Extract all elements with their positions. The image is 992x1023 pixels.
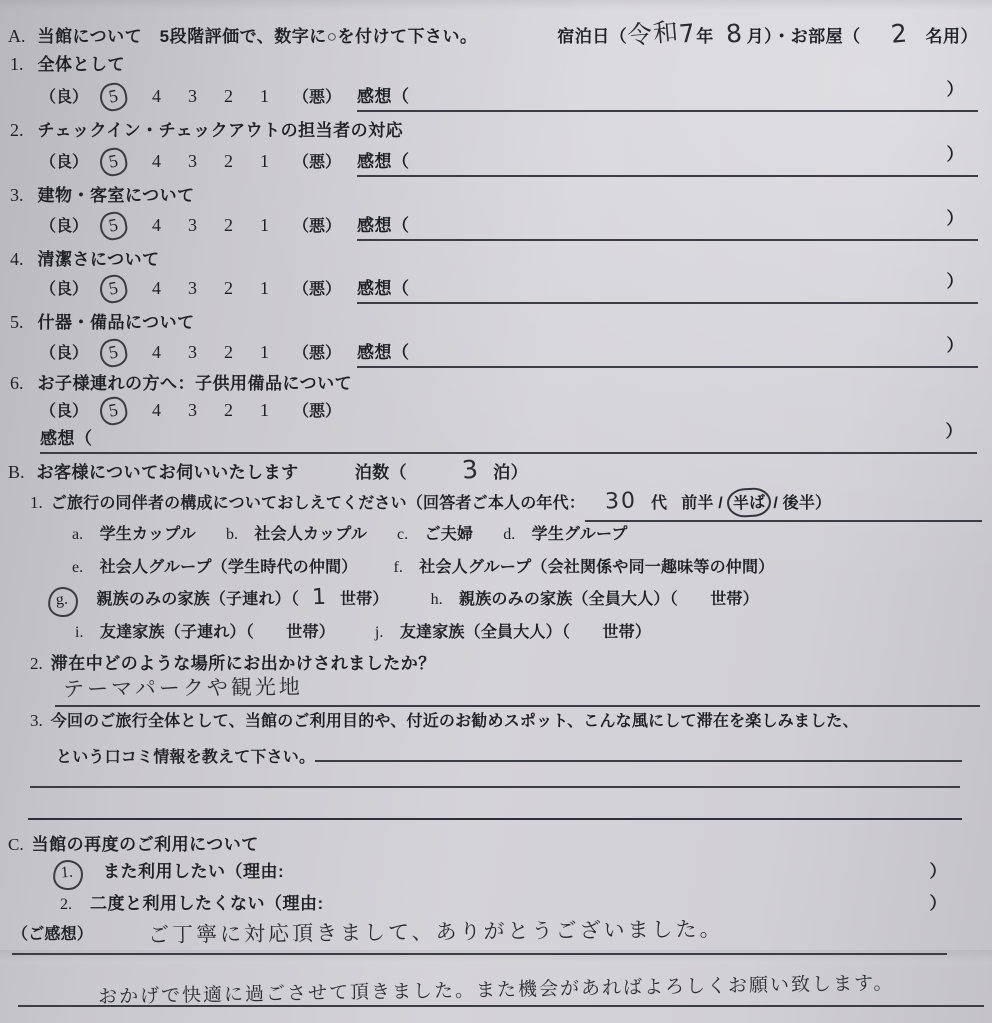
question-2-title: チェックイン・チェックアウトの担当者の対応 bbox=[37, 121, 404, 140]
question-5-title: 什器・備品について bbox=[37, 313, 195, 332]
stay-month-handwriting: 8 bbox=[724, 18, 744, 49]
question-4-comment-line bbox=[357, 274, 978, 304]
stay-year-handwriting: 7 bbox=[678, 18, 698, 49]
rating-1: 1 bbox=[260, 400, 270, 420]
rating-good-label: （良） bbox=[40, 345, 89, 362]
option-j-letter: j. bbox=[374, 624, 384, 641]
comment-label: 感想（ bbox=[40, 429, 93, 448]
general-feedback-row bbox=[12, 916, 947, 955]
question-3-rating-row bbox=[40, 211, 978, 241]
rating-3: 3 bbox=[188, 278, 198, 298]
rating-5-circled: 5 bbox=[98, 146, 129, 178]
extra-note-handwriting: おかげで快適に過ごさせて頂きました。また機会があればよろしくお願い致します。 bbox=[97, 972, 895, 1008]
stay-date-prefix: 宿泊日（ bbox=[557, 27, 628, 46]
question-2-rating-row bbox=[40, 147, 978, 177]
rating-2: 2 bbox=[224, 342, 234, 362]
general-feedback-handwriting: ご丁寧に対応頂きまして、ありがとうございました。 bbox=[147, 916, 724, 948]
option-i-letter: i. bbox=[75, 624, 84, 641]
rating-4: 4 bbox=[152, 400, 162, 420]
question-2-title-row bbox=[10, 116, 403, 141]
option-e-text: 社会人グループ（学生時代の仲間） bbox=[99, 559, 358, 576]
option-d-text: 学生グループ bbox=[531, 526, 628, 543]
option-f-text: 社会人グループ（会社関係や同一趣味等の仲間） bbox=[419, 559, 775, 576]
b-question-1-text: ご旅行の同伴者の構成についておしえてください（回答者ご本人の年代： bbox=[50, 495, 586, 512]
question-6-comment-line bbox=[40, 424, 977, 454]
option-b bbox=[226, 521, 367, 544]
option-c-letter: c. bbox=[397, 526, 409, 543]
rating-2: 2 bbox=[224, 278, 234, 298]
rating-2: 2 bbox=[224, 151, 234, 171]
option-g-close: 世帯） bbox=[339, 591, 389, 608]
rating-3: 3 bbox=[188, 215, 198, 235]
option-e-letter: e. bbox=[72, 559, 84, 576]
option-g-text: 親族のみの家族（子連れ）（ bbox=[96, 591, 300, 608]
comment-label: 感想（ bbox=[357, 152, 410, 171]
stay-room-close: 名用） bbox=[925, 27, 978, 46]
age-handwriting: 30 bbox=[604, 488, 638, 515]
stay-info bbox=[557, 14, 978, 50]
question-3-title-row bbox=[10, 181, 195, 206]
question-5-title-row bbox=[10, 308, 195, 333]
question-4-rating-row bbox=[40, 274, 978, 304]
option-c bbox=[397, 521, 473, 544]
stay-year-unit: 年 bbox=[696, 27, 714, 46]
question-5-comment-line bbox=[357, 338, 978, 368]
comment-close-paren: ） bbox=[946, 80, 964, 99]
question-6-title-row bbox=[10, 369, 352, 394]
option-d-letter: d. bbox=[503, 526, 516, 543]
question-6-number: 6. bbox=[10, 373, 24, 393]
option-f-letter: f. bbox=[393, 559, 403, 576]
b-question-2-text: 滞在中どのような場所にお出かけされましたか？ bbox=[50, 654, 436, 673]
rating-bad-label: （悪） bbox=[293, 89, 342, 106]
question-6-rating-row bbox=[40, 398, 341, 421]
rating-2: 2 bbox=[224, 400, 234, 420]
b-question-2-answer-line bbox=[55, 672, 980, 707]
stay-month-close: 月）・お部屋（ bbox=[746, 27, 861, 46]
b-question-3-number: 3. bbox=[30, 711, 43, 730]
rating-3: 3 bbox=[188, 151, 198, 171]
question-3-title: 建物・客室について bbox=[37, 186, 195, 205]
question-4-title: 清潔さについて bbox=[37, 250, 160, 269]
section-c-header bbox=[8, 830, 259, 855]
rating-5-circled: 5 bbox=[98, 395, 129, 427]
b-question-3-answer-line-2 bbox=[30, 786, 960, 788]
question-3-comment-line bbox=[357, 211, 978, 241]
b-question-3-row-1 bbox=[30, 708, 859, 731]
option-f bbox=[393, 554, 774, 577]
companion-options-row-3 bbox=[50, 585, 759, 611]
question-1-number: 1. bbox=[10, 54, 24, 74]
c-option-1-close-paren: ） bbox=[929, 862, 947, 881]
rating-good-label: （良） bbox=[40, 89, 89, 106]
comment-label: 感想（ bbox=[357, 279, 410, 298]
rating-4: 4 bbox=[152, 342, 162, 362]
rating-5-circled: 5 bbox=[98, 273, 129, 305]
c-option-2-number: 2. bbox=[60, 896, 72, 913]
b-question-2-number: 2. bbox=[30, 654, 43, 673]
c-option-1-row bbox=[55, 857, 947, 884]
question-6-comment-row bbox=[40, 424, 977, 454]
comment-label: 感想（ bbox=[357, 87, 410, 106]
question-6-title: お子様連れの方へ：子供用備品について bbox=[37, 374, 353, 393]
c-option-2-text: 二度と利用したくない（理由: bbox=[90, 894, 324, 913]
question-4-title-row bbox=[10, 245, 160, 270]
option-i bbox=[75, 619, 335, 642]
nights-close: 泊） bbox=[493, 463, 529, 482]
comment-label: 感想（ bbox=[357, 216, 410, 235]
rating-good-label: （良） bbox=[40, 154, 89, 171]
section-a-header bbox=[8, 14, 978, 50]
stay-era-handwriting: 令和 bbox=[626, 16, 681, 51]
rating-5-circled: 5 bbox=[98, 210, 129, 242]
comment-close-paren: ） bbox=[946, 272, 964, 291]
age-last-option: / 後半） bbox=[773, 495, 832, 512]
c-option-1-text: また利用したい（理由: bbox=[103, 862, 285, 881]
rating-bad-label: （悪） bbox=[293, 345, 342, 362]
stay-room-handwriting: 2 bbox=[889, 18, 909, 49]
question-2-comment-line bbox=[357, 147, 978, 177]
question-3-number: 3. bbox=[10, 185, 24, 205]
rating-5-circled: 5 bbox=[98, 81, 129, 113]
b-question-3-text-line2: という口コミ情報を教えて下さい。 bbox=[56, 749, 316, 766]
option-a bbox=[72, 521, 196, 544]
general-feedback-label: （ご感想） bbox=[12, 926, 94, 943]
c-option-2-close-paren: ） bbox=[929, 894, 947, 913]
rating-3: 3 bbox=[188, 400, 198, 420]
section-a-title: 当館について 5段階評価で、数字に○を付けて下さい。 bbox=[37, 27, 478, 46]
rating-5-circled: 5 bbox=[98, 337, 129, 369]
section-c-label: C. bbox=[8, 835, 24, 854]
option-c-text: ご夫婦 bbox=[424, 526, 474, 543]
option-g-letter-circled: g. bbox=[47, 586, 79, 618]
rating-4: 4 bbox=[152, 151, 162, 171]
comment-close-paren: ） bbox=[946, 209, 964, 228]
extra-note-row bbox=[18, 964, 984, 1007]
question-4-number: 4. bbox=[10, 249, 24, 269]
rating-bad-label: （悪） bbox=[293, 281, 342, 298]
rating-1: 1 bbox=[260, 86, 270, 106]
b-question-3-text-line1: 今回のご旅行全体として、当館のご利用目的や、付近のお勧めスポット、こんな風にして滞在を楽しみました、 bbox=[50, 713, 859, 730]
section-b-label: B. bbox=[8, 462, 25, 482]
rating-3: 3 bbox=[188, 86, 198, 106]
b-question-3-row-2 bbox=[56, 739, 962, 767]
companion-options-row-2 bbox=[72, 554, 774, 577]
section-b-header bbox=[8, 455, 528, 484]
option-e bbox=[72, 554, 357, 577]
option-a-letter: a. bbox=[72, 526, 84, 543]
question-1-rating-row bbox=[40, 82, 978, 112]
nights-handwriting: 3 bbox=[460, 454, 481, 485]
section-divider-line bbox=[28, 818, 962, 820]
rating-bad-label: （悪） bbox=[293, 154, 342, 171]
rating-4: 4 bbox=[152, 86, 162, 106]
option-d bbox=[503, 521, 627, 544]
option-h-text: 親族のみの家族（全員大人）（ 世帯） bbox=[459, 591, 759, 608]
b-question-1-row bbox=[30, 488, 982, 522]
question-1-title: 全体として bbox=[37, 55, 125, 74]
rating-1: 1 bbox=[260, 215, 270, 235]
rating-3: 3 bbox=[188, 342, 198, 362]
c-option-2-row bbox=[60, 889, 947, 914]
option-i-text: 友達家族（子連れ）（ 世帯） bbox=[99, 624, 335, 641]
comment-close-paren: ） bbox=[946, 336, 964, 355]
section-b-title: お客様についてお伺いいたします bbox=[36, 463, 299, 482]
rating-1: 1 bbox=[260, 278, 270, 298]
age-answer-area bbox=[585, 488, 982, 522]
rating-1: 1 bbox=[260, 151, 270, 171]
question-2-number: 2. bbox=[10, 120, 24, 140]
option-b-letter: b. bbox=[225, 526, 238, 543]
option-b-text: 社会人カップル bbox=[254, 526, 368, 543]
rating-good-label: （良） bbox=[40, 281, 89, 298]
comment-close-paren: ） bbox=[945, 422, 963, 441]
rating-2: 2 bbox=[224, 215, 234, 235]
section-c-title: 当館の再度のご利用について bbox=[31, 835, 259, 854]
rating-4: 4 bbox=[152, 278, 162, 298]
age-first-option: 前半 / bbox=[681, 495, 723, 512]
b-question-2-row bbox=[30, 649, 436, 674]
rating-4: 4 bbox=[152, 215, 162, 235]
rating-1: 1 bbox=[260, 342, 270, 362]
option-a-text: 学生カップル bbox=[99, 526, 196, 543]
c-option-1-number-circled: 1. bbox=[52, 859, 84, 891]
option-h bbox=[431, 586, 759, 609]
b-question-3-answer-line-1 bbox=[315, 739, 962, 762]
b-question-1-number: 1. bbox=[30, 493, 43, 512]
question-5-number: 5. bbox=[10, 312, 24, 332]
rating-good-label: （良） bbox=[40, 218, 89, 235]
option-j bbox=[375, 619, 651, 642]
comment-label: 感想（ bbox=[357, 343, 410, 362]
question-1-title-row bbox=[10, 50, 125, 75]
comment-close-paren: ） bbox=[946, 145, 964, 164]
rating-bad-label: （悪） bbox=[293, 218, 342, 235]
nights-prefix: 泊数（ bbox=[354, 463, 408, 482]
option-j-text: 友達家族（全員大人）（ 世帯） bbox=[399, 624, 652, 641]
b-question-2-answer-handwriting: テーマパークや観光地 bbox=[62, 674, 303, 702]
option-g-households-handwriting: 1 bbox=[311, 584, 328, 611]
option-h-letter: h. bbox=[430, 591, 443, 608]
paper-top-shade bbox=[0, 0, 992, 10]
option-g-selected bbox=[50, 585, 389, 611]
section-a-label: A. bbox=[8, 26, 26, 46]
age-circled-option: 半ば bbox=[726, 487, 772, 518]
rating-bad-label: （悪） bbox=[293, 403, 342, 420]
rating-good-label: （良） bbox=[40, 403, 89, 420]
question-5-rating-row bbox=[40, 338, 978, 368]
age-unit: 代 bbox=[651, 495, 668, 512]
rating-2: 2 bbox=[224, 86, 234, 106]
question-1-comment-line bbox=[357, 82, 978, 112]
companion-options-row-4 bbox=[75, 619, 651, 642]
companion-options-row-1 bbox=[72, 521, 628, 544]
